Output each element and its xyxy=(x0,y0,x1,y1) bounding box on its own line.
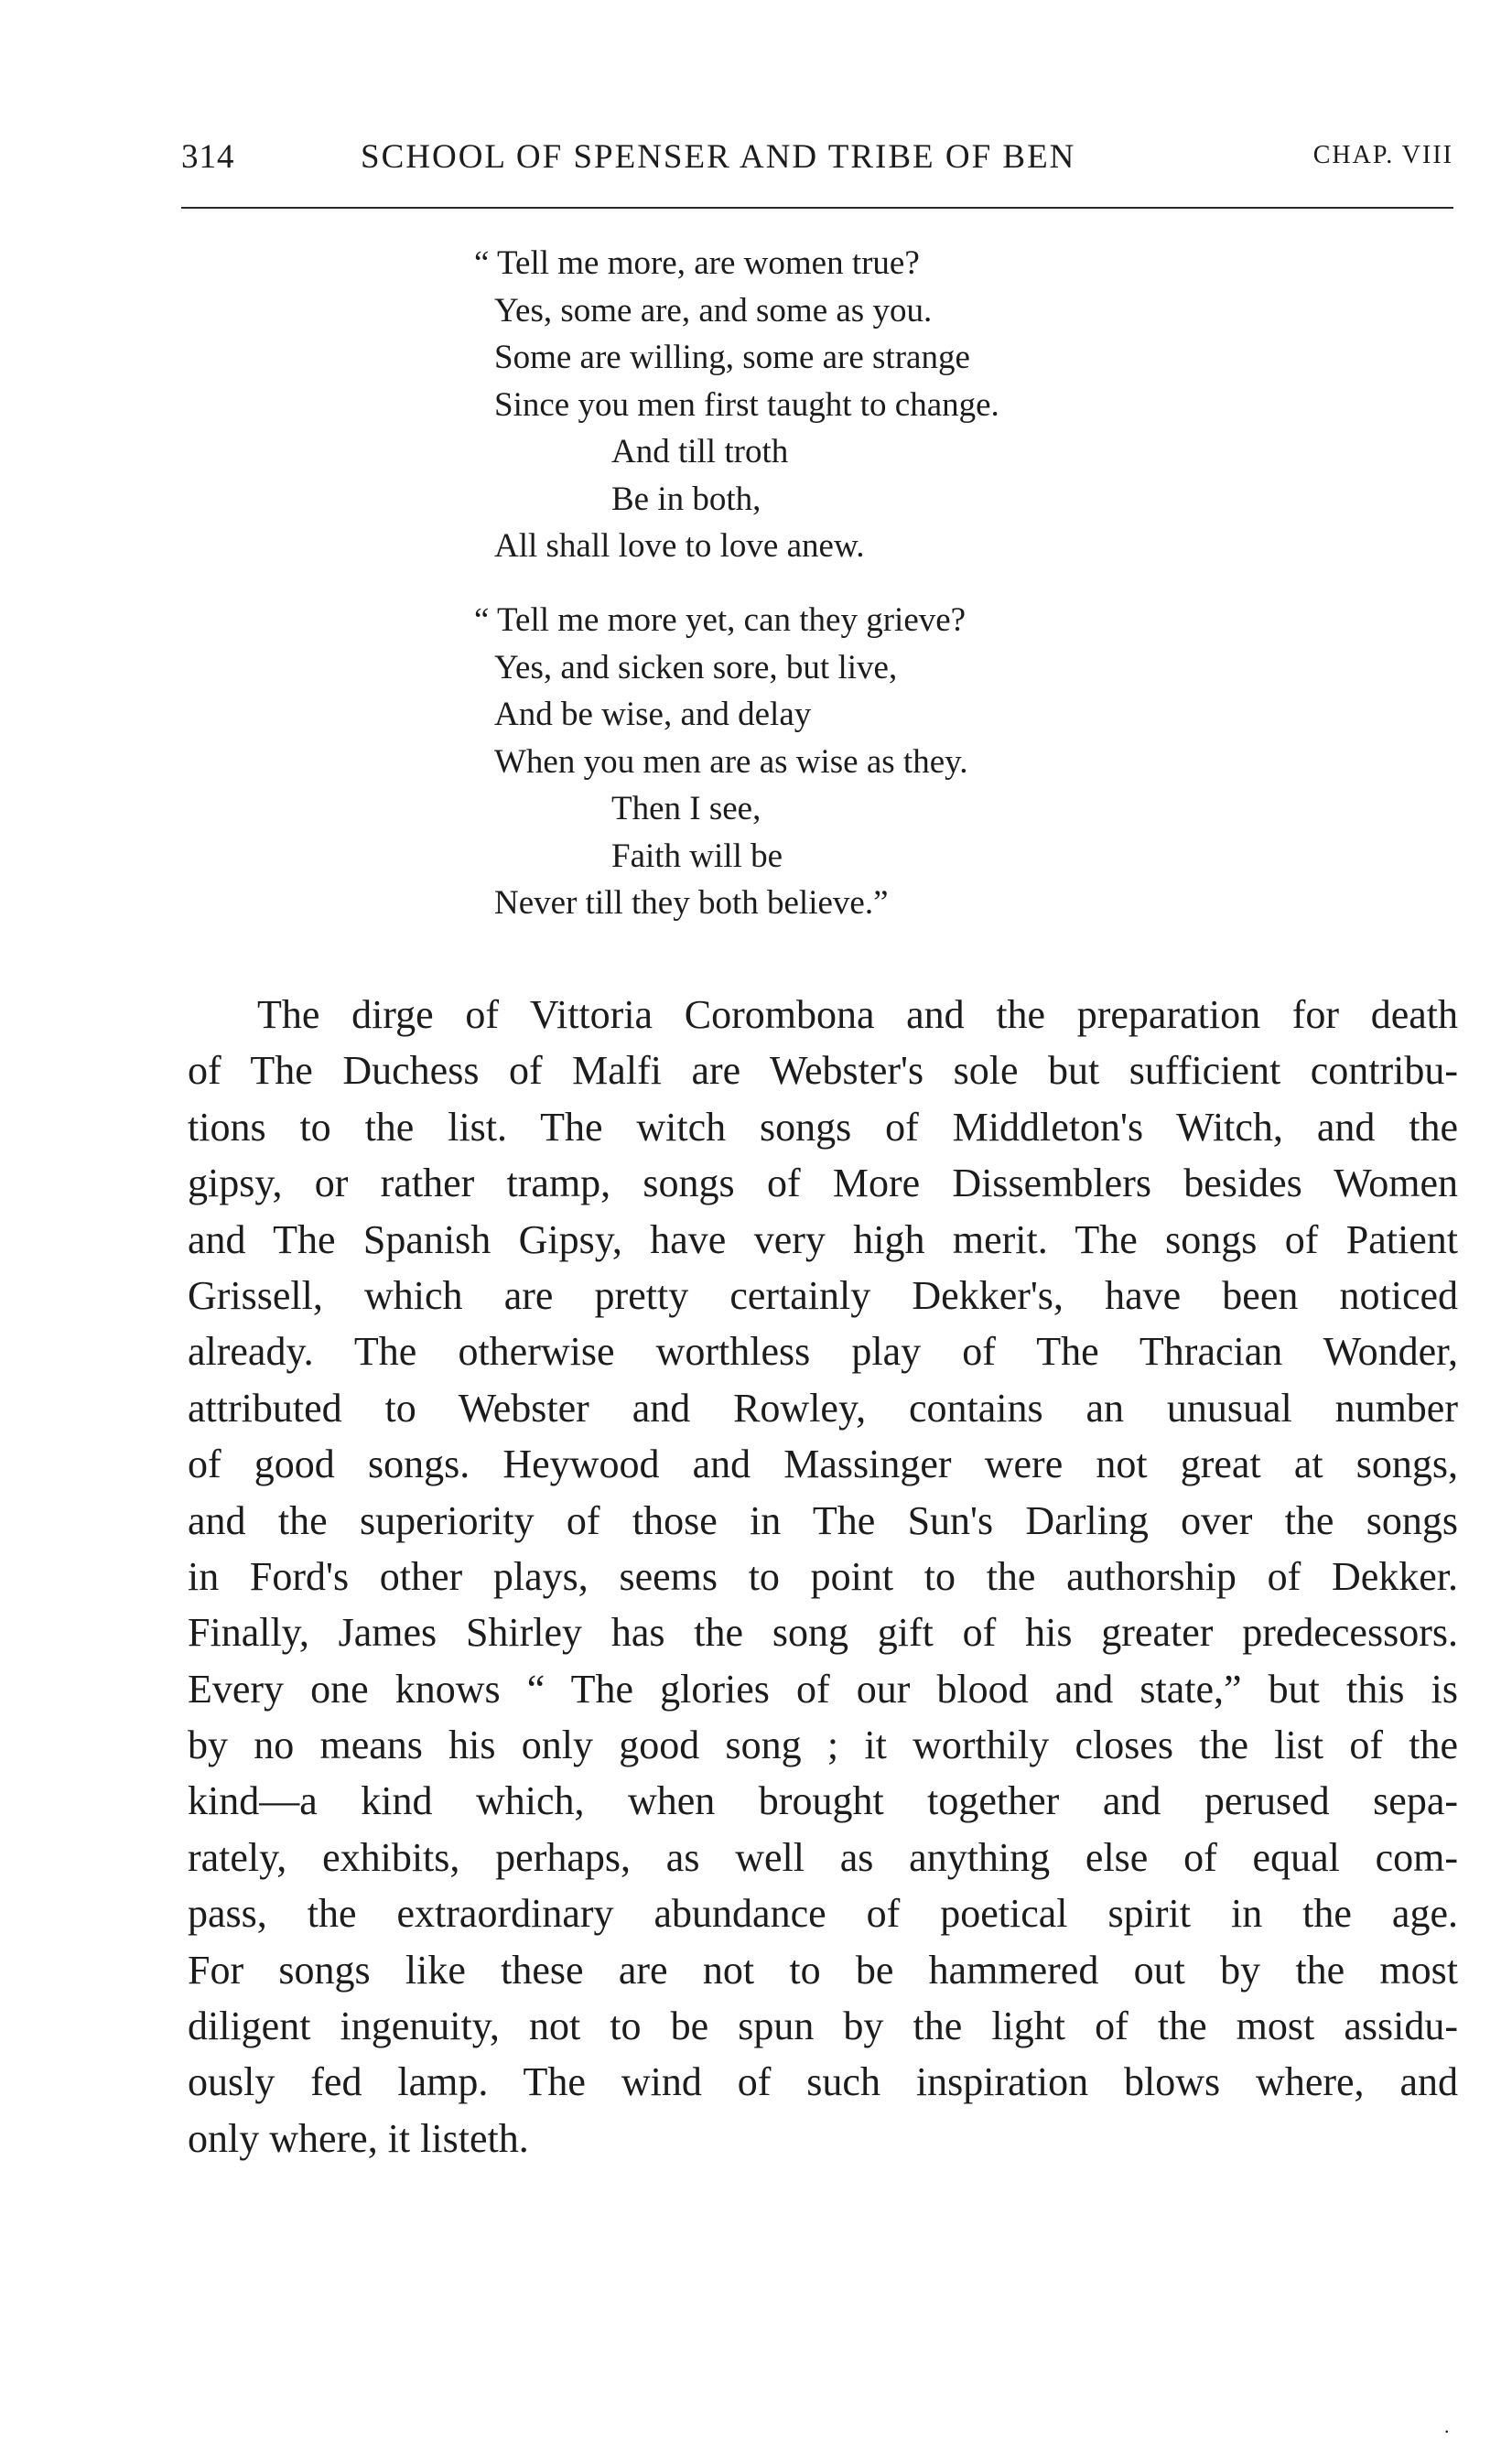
paragraph-line: Grissell, which are pretty certainly Dekker's, have been noticed xyxy=(188,1272,1458,1318)
paragraph-line: and The Spanish Gipsy, have very high merit. The songs of Patient xyxy=(188,1216,1458,1262)
paragraph-line: rately, exhibits, perhaps, as well as anything else of equal com- xyxy=(188,1834,1458,1880)
chapter-label: CHAP. VIII xyxy=(1312,141,1453,169)
paragraph-line: attributed to Webster and Rowley, contains an unusual number xyxy=(188,1385,1458,1431)
paragraph-line: in Ford's other plays, seems to point to the authorship of Dekker. xyxy=(188,1553,1458,1599)
verse-line: Faith will be xyxy=(611,837,783,875)
paragraph-line: For songs like these are not to be hammered out by the most xyxy=(188,1947,1458,1993)
paragraph-line: Finally, James Shirley has the song gift of his greater predecessors. xyxy=(188,1610,1458,1656)
verse-line: And till troth xyxy=(611,433,789,470)
paragraph-line: The dirge of Vittoria Corombona and the preparation for death xyxy=(257,992,1458,1037)
paragraph-line: Every one knows “ The glories of our blood and state,” but this is xyxy=(188,1666,1458,1712)
verse-line: Since you men first taught to change. xyxy=(494,385,999,424)
paragraph-line: by no means his only good song ; it worthily closes the list of the xyxy=(188,1723,1458,1768)
verse-line: Be in both, xyxy=(611,480,761,518)
page-number: 314 xyxy=(181,138,235,176)
verse-line: And be wise, and delay xyxy=(494,696,812,733)
body-paragraph xyxy=(188,987,1458,2166)
paragraph-line: gipsy, or rather tramp, songs of More Dissemblers besides Women xyxy=(188,1161,1458,1206)
paragraph-line: already. The otherwise worthless play of The Thracian Wonder, xyxy=(188,1329,1458,1375)
paragraph-line: of The Duchess of Malfi are Webster's sole but sufficient contribu- xyxy=(188,1048,1458,1094)
running-header xyxy=(181,137,1453,181)
paragraph-line: ously fed lamp. The wind of such inspiration blows where, and xyxy=(188,2059,1458,2105)
verse-line: Never till they both believe.” xyxy=(494,884,889,922)
paragraph-line: only where, it listeth. xyxy=(188,2115,529,2161)
verse-line: When you men are as wise as they. xyxy=(494,742,968,781)
page-mark: . xyxy=(1444,2414,1450,2437)
verse-line: Some are willing, some are strange xyxy=(494,339,970,376)
verse-line: Then I see, xyxy=(611,790,761,827)
paragraph-line: of good songs. Heywood and Massinger were not great at songs, xyxy=(188,1442,1458,1487)
paragraph-line: and the superiority of those in The Sun's Darling over the songs xyxy=(188,1497,1458,1543)
verse-stanza-2 xyxy=(474,597,1318,927)
verse-line: All shall love to love anew. xyxy=(494,527,865,565)
paragraph-line: kind—a kind which, when brought together and perused sepa- xyxy=(188,1778,1458,1824)
verse-line: Yes, some are, and some as you. xyxy=(494,291,933,329)
verse-line: “ Tell me more, are women true? xyxy=(474,244,920,282)
verse-stanza-1 xyxy=(474,240,1318,570)
paragraph-line: pass, the extraordinary abundance of poetical spirit in the age. xyxy=(188,1891,1458,1937)
running-title: SCHOOL OF SPENSER AND TRIBE OF BEN xyxy=(361,138,1076,176)
paragraph-line: diligent ingenuity, not to be spun by the light of the most assidu- xyxy=(188,2004,1458,2049)
header-rule xyxy=(181,207,1453,209)
verse-line: Yes, and sicken sore, but live, xyxy=(494,648,898,686)
verse-line: “ Tell me more yet, can they grieve? xyxy=(474,601,967,639)
paragraph-line: tions to the list. The witch songs of Middleton's Witch, and the xyxy=(188,1104,1458,1150)
